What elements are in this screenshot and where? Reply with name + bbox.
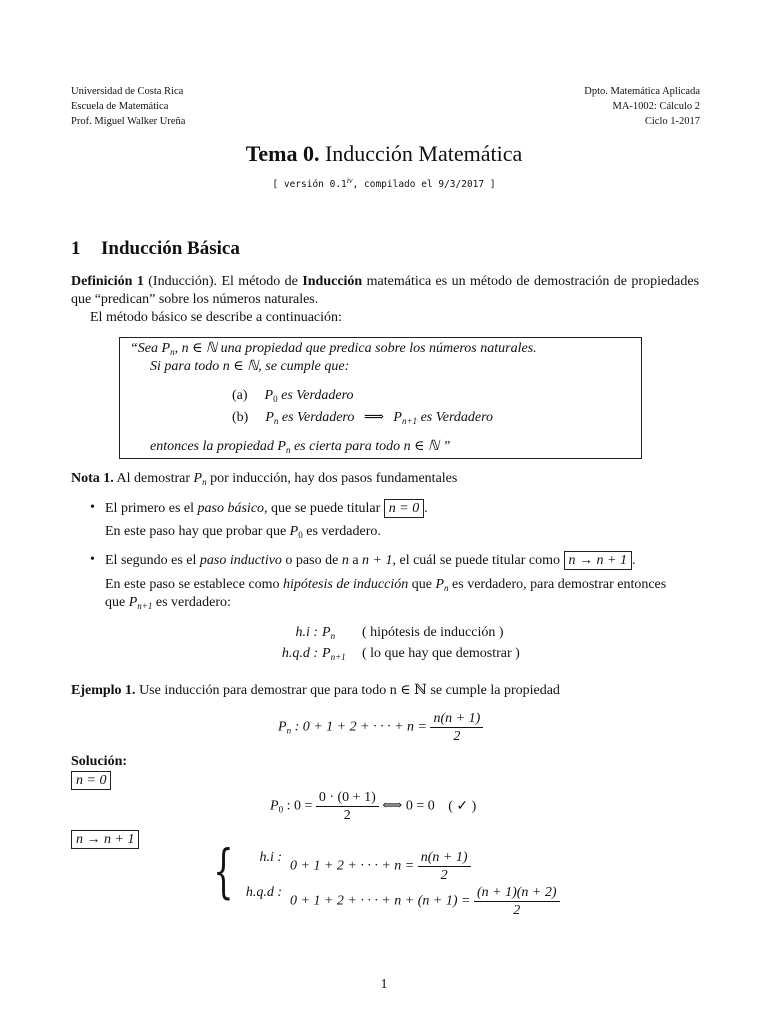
definition-bold: Inducción xyxy=(302,274,363,289)
p0-fraction xyxy=(316,789,379,824)
header-left xyxy=(71,84,185,129)
version-post: , compilado el 9/3/2017 ] xyxy=(352,179,496,191)
p0-sub: 0 xyxy=(278,804,284,815)
hqd-label-text: h.q.d : xyxy=(281,646,318,661)
hqd-p xyxy=(322,645,346,666)
box-line2: Si para todo n ∈ ℕ, se cumple que: xyxy=(150,359,350,374)
sol-hi-label xyxy=(224,849,282,867)
b1-l2a: En este paso hay que probar que xyxy=(105,524,287,539)
b1-it: paso básico xyxy=(197,501,265,516)
b2-l3p: P xyxy=(128,595,138,610)
box-b-p: P xyxy=(265,410,274,425)
sol-hqd-formula xyxy=(290,884,560,919)
b2-l2c: es verdadero, para demostrar entonces xyxy=(452,577,667,592)
b1-boxed-title: n = 0 xyxy=(384,499,424,518)
university-name: Universidad de Costa Rica xyxy=(71,86,184,97)
department-name: Dpto. Matemática Aplicada xyxy=(584,86,700,97)
bullet-1 xyxy=(90,500,95,516)
solucion-label-text: Solución: xyxy=(71,754,128,769)
ejemplo-text: Use inducción para demostrar que para todo n ∈ ℕ se cumple la propiedad xyxy=(139,683,560,698)
nota-sub: n xyxy=(202,477,207,487)
induction-method-box xyxy=(119,337,642,459)
hi-p xyxy=(322,624,335,645)
formula-fraction xyxy=(430,710,483,745)
box-b-sub: n xyxy=(273,416,279,426)
sol-hi-label-text: h.i : xyxy=(259,850,282,865)
box-l1-sub: n xyxy=(170,347,175,357)
bullet-2 xyxy=(90,552,95,568)
formula-p: P xyxy=(278,719,287,735)
bullet-dot-icon: • xyxy=(90,552,95,567)
bullet-1-line1: El primero es el paso básico, que se puede titular n = 0 . xyxy=(105,501,428,516)
b2-mid: o paso de xyxy=(285,553,339,568)
box-line5 xyxy=(150,438,450,459)
section-title: Inducción Básica xyxy=(101,238,240,259)
version-pre: [ versión 0.1 xyxy=(272,179,347,191)
box-a-label: (a) xyxy=(232,388,248,403)
box-l5b: es cierta para todo n ∈ ℕ ” xyxy=(293,439,451,454)
box-l1: “Sea P xyxy=(130,341,171,356)
solucion-label xyxy=(71,753,127,771)
title-text: Inducción Matemática xyxy=(324,141,523,166)
box-b-sub2: n+1 xyxy=(401,416,418,426)
page-number: 1 xyxy=(380,977,388,992)
sol-hi-den: 2 xyxy=(440,868,448,883)
check-icon: ( ✓ ) xyxy=(448,798,477,814)
b2-l3b: es verdadero: xyxy=(155,595,231,610)
p0-num: 0 · (0 + 1) xyxy=(316,789,379,807)
bullet-1-line2 xyxy=(105,523,381,544)
box-item-b xyxy=(232,409,493,430)
solucion-box2 xyxy=(71,831,139,849)
course-code: MA-1002: Cálculo 2 xyxy=(612,101,700,112)
hqd-p-text: P xyxy=(322,646,331,661)
b1-pre: El primero es el xyxy=(105,501,195,516)
box-b-label: (b) xyxy=(232,410,249,425)
nota-label: Nota 1. xyxy=(71,471,114,486)
box-a-text: es Verdadero xyxy=(281,388,354,403)
box-l5-sub: n xyxy=(285,445,291,455)
box-b-text2: es Verdadero xyxy=(420,410,494,425)
version-line xyxy=(0,176,768,190)
b2-l2sub: n xyxy=(444,583,449,593)
box-b-p2: P xyxy=(393,410,402,425)
box-l5a: entonces la propiedad P xyxy=(150,439,286,454)
b2-pre: El segundo es el xyxy=(105,553,197,568)
solucion-box2-text: n → n + 1 xyxy=(71,830,139,849)
definition-paren: (Inducción). xyxy=(148,274,218,289)
b2-l2a: En este paso se establece como xyxy=(105,577,280,592)
b1-l2sub: 0 xyxy=(298,530,303,540)
box-item-a xyxy=(232,387,354,408)
section-heading xyxy=(71,238,240,260)
term: Ciclo 1-2017 xyxy=(644,116,700,127)
school-name: Escuela de Matemática xyxy=(71,101,169,112)
p0-formula xyxy=(270,789,476,824)
b2-n1: n + 1 xyxy=(362,553,393,568)
formula-sub: n xyxy=(286,725,292,736)
box-l1c: , n ∈ ℕ una propiedad que predica sobre los números naturales. xyxy=(174,341,537,356)
hqd-label xyxy=(258,645,318,663)
p0-lhs: : 0 = xyxy=(286,798,313,814)
b2-l2b: que xyxy=(411,577,432,592)
left-brace-icon: { xyxy=(213,837,234,905)
sol-hqd-fraction xyxy=(474,884,560,919)
sol-hqd-num: (n + 1)(n + 2) xyxy=(474,884,560,902)
nota-paragraph xyxy=(71,470,457,491)
implies-icon: ⟹ xyxy=(363,410,384,425)
b2-l2p: P xyxy=(435,577,445,592)
b2-l3a: que xyxy=(105,595,126,610)
b2-post: , el cuál se puede titular como xyxy=(392,553,561,568)
ejemplo-label: Ejemplo 1. xyxy=(71,683,136,698)
box-a-sub: 0 xyxy=(273,394,278,404)
formula-num: n(n + 1) xyxy=(430,710,483,728)
bullet-dot-icon: • xyxy=(90,500,95,515)
definition-paragraph xyxy=(71,273,699,309)
hqd-sub: n+1 xyxy=(330,652,346,662)
title-prefix: Tema 0. xyxy=(245,141,320,166)
b1-l2b: es verdadero. xyxy=(306,524,381,539)
b2-n: n xyxy=(341,553,349,568)
ejemplo-formula xyxy=(278,710,483,745)
sol-hqd-den: 2 xyxy=(513,903,521,918)
bullet-2-line3 xyxy=(105,594,231,615)
b2-it: paso inductivo xyxy=(199,553,282,568)
bullet-2-line1: El segundo es el paso inductivo o paso de n a n + 1, el cuál se puede titular como n → n + 1 . xyxy=(105,553,636,568)
nota-text: Al demostrar xyxy=(116,471,190,486)
sol-hqd-label-text: h.q.d : xyxy=(245,885,282,900)
hqd-text: ( lo que hay que demostrar ) xyxy=(362,646,520,661)
b2-boxed-title: n → n + 1 xyxy=(564,551,632,570)
definition-text2: matemática es un método de demostración de propiedades que “predican” sobre los números naturales. xyxy=(71,274,700,307)
page-title xyxy=(0,141,768,167)
hi-label-text: h.i : xyxy=(295,625,318,640)
hi-sub: n xyxy=(330,631,336,641)
box-a-p: P xyxy=(264,388,274,403)
formula-lhs: : 0 + 1 + 2 + · · · + n = xyxy=(294,719,427,735)
definition-line2: El método básico se describe a continuación: xyxy=(90,310,342,325)
sol-hi-fraction xyxy=(418,849,471,884)
ejemplo-paragraph xyxy=(71,682,560,700)
hi-p-text: P xyxy=(322,625,331,640)
box-b-text: es Verdadero xyxy=(281,410,355,425)
nota-p: P xyxy=(193,471,203,486)
p0-rhs: ⟺ 0 = 0 xyxy=(382,798,435,814)
version-sup: iv xyxy=(346,176,353,185)
professor-name: Prof. Miguel Walker Ureña xyxy=(71,116,186,127)
solucion-box1 xyxy=(71,772,111,790)
b2-l2it: hipótesis de inducción xyxy=(283,577,409,592)
definition-text1: El método de xyxy=(221,274,298,289)
solucion-box1-text: n = 0 xyxy=(71,771,111,790)
section-number: 1 xyxy=(71,238,81,259)
sol-hi-lhs: 0 + 1 + 2 + · · · + n = xyxy=(290,858,415,874)
formula-den: 2 xyxy=(453,729,461,744)
b2-a: a xyxy=(352,553,359,568)
sol-hi-num: n(n + 1) xyxy=(418,849,471,867)
p0-den: 2 xyxy=(343,808,351,823)
hi-text: ( hipótesis de inducción ) xyxy=(362,625,504,640)
b2-l3sub: n+1 xyxy=(137,601,153,611)
nota-text2: por inducción, hay dos pasos fundamentales xyxy=(210,471,458,486)
sol-hqd-label xyxy=(214,884,282,902)
b1-post: , que se puede titular xyxy=(264,501,381,516)
definition-label: Definición 1 xyxy=(71,274,144,289)
hi-label xyxy=(268,624,318,642)
header-right xyxy=(584,84,700,129)
sol-hi-formula xyxy=(290,849,471,884)
sol-hqd-lhs: 0 + 1 + 2 + · · · + n + (n + 1) = xyxy=(290,893,471,909)
p0-p: P xyxy=(270,798,279,814)
b1-l2p: P xyxy=(289,524,299,539)
